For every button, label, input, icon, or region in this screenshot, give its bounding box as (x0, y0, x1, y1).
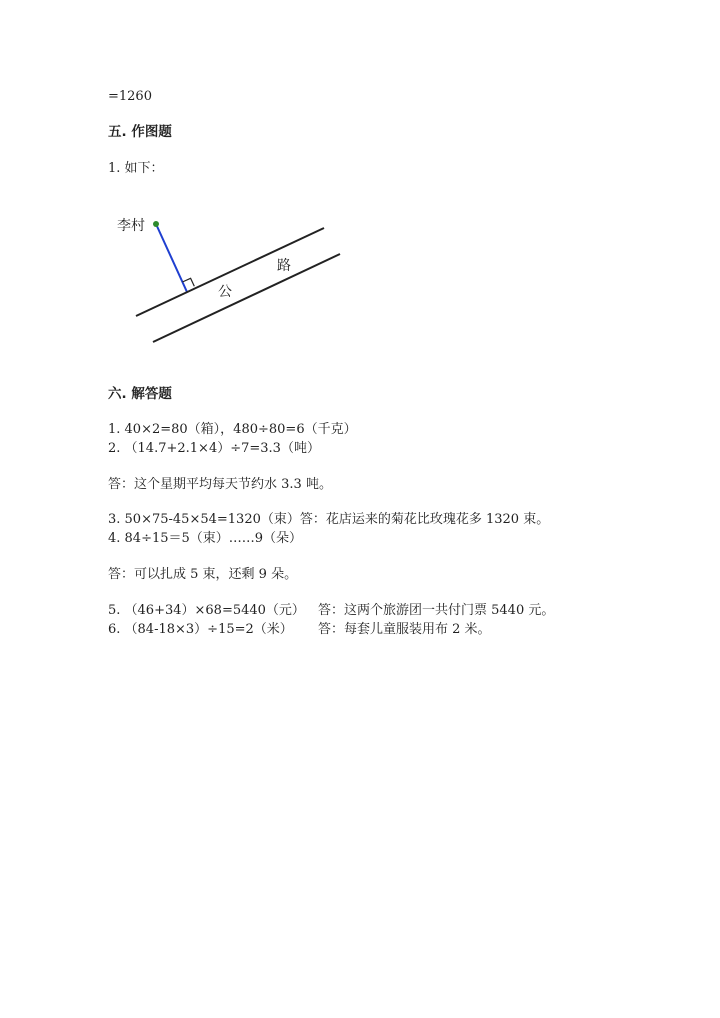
road-label-lu: 路 (277, 258, 291, 274)
answer-q4: 4. 84÷15＝5（束）……9（朵） (108, 531, 303, 546)
result-line: =1260 (108, 89, 152, 104)
answer-q6-conclusion: 答：每套儿童服装用布 2 米。 (318, 622, 491, 637)
answer-q5-calc: 5. （46+34）×68=5440（元） (108, 603, 305, 618)
road-village-figure (100, 205, 360, 355)
road-label-gong: 公 (218, 284, 232, 300)
road-lower-line (153, 254, 340, 342)
answer-q6-calc: 6. （84-18×3）÷15=2（米） (108, 622, 293, 637)
answer-q2: 2. （14.7+2.1×4）÷7=3.3（吨） (108, 441, 320, 456)
answer-q2-conclusion: 答：这个星期平均每天节约水 3.3 吨。 (108, 477, 332, 492)
answer-q5-conclusion: 答：这两个旅游团一共付门票 5440 元。 (318, 603, 555, 618)
answer-q4-conclusion: 答：可以扎成 5 束，还剩 9 朵。 (108, 567, 298, 582)
answer-q1: 1. 40×2=80（箱），480÷80=6（千克） (108, 422, 357, 437)
section6-title: 六. 解答题 (108, 386, 172, 402)
village-point (153, 221, 159, 227)
section5-item1: 1. 如下： (108, 161, 164, 176)
answer-q3: 3. 50×75-45×54=1320（束）答：花店运来的菊花比玫瑰花多 1320 束。 (108, 512, 550, 527)
village-label: 李村 (117, 218, 145, 234)
section5-title: 五. 作图题 (108, 124, 172, 140)
